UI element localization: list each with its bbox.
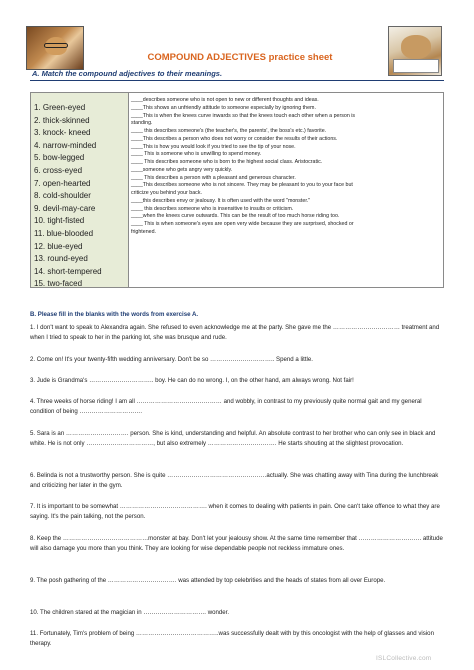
list-item: 4. narrow-minded — [34, 140, 97, 150]
watermark-footer: ISLCollective.com — [376, 655, 432, 662]
list-item: 9. devil-may-care — [34, 203, 96, 213]
definition-line: ____this describes envy or jealousy. It is often used with the word "monster." — [131, 197, 311, 204]
question-11: 11. Fortunately, Tim's problem of being …………………………………..was successfully dealt with by this oncologist with the help of glasses and vision therapy. — [30, 630, 434, 648]
definition-line: ____ This is someone who is unwilling to spend money. — [131, 151, 262, 158]
definition-line: ____ This describes a person with a pleasant and generous character. — [131, 174, 296, 181]
question-3: 3. Jude is Grandma's ………………………….. boy. He can do no wrong. I, on the other hand, am always wrong. Not fair! — [30, 377, 354, 384]
list-item: 13. round-eyed — [34, 254, 88, 264]
question-1: 1. I don't want to speak to Alexandra again. She refused to even acknowledge me at the party. She gave me the …………………………… treatment and when I tried to speak to her in the parking lot, she was brusque and rude. — [30, 324, 440, 342]
question-6: 6. Belinda is not a trustworthy person. She is quite ………………………………………….actually. She was chatting away with Tina during the lunchbreak and criticizing her later in the gym. — [30, 472, 439, 490]
definition-line: criticize you behind your back. — [131, 190, 202, 196]
definition-line: ____someone who gets angry very quickly. — [131, 166, 233, 173]
definition-line: frightened. — [131, 228, 157, 235]
list-item: 10. tight-fisted — [34, 216, 85, 226]
definition-line: ____ this describes someone who is insensitive to insults or criticism. — [131, 205, 294, 212]
question-8: 8. Keep the ……………………………………monster at bay. Don't let your jealousy show. At the same time remember that …………………………. attitude will also damage you more than you think. They are looking for wise dependable people not reckless immature ones. — [30, 535, 443, 553]
list-item: 3. knock- kneed — [34, 128, 91, 138]
definition-line: ____This is how you would look if you tried to see the tip of your nose. — [131, 143, 296, 150]
cat-with-glasses-photo — [26, 26, 84, 70]
book-icon — [393, 59, 439, 73]
definition-line: ____describes someone who is not open to new or different thoughts and ideas. — [131, 97, 319, 103]
question-10: 10. The children stared at the magician in …………………………. wonder. — [30, 609, 230, 616]
dog-icon — [401, 35, 431, 59]
dog-reading-photo — [388, 26, 442, 76]
definition-line: standing. — [131, 120, 153, 127]
divider — [30, 80, 444, 81]
list-item: 2. thick-skinned — [34, 115, 90, 125]
definition-line: ____ This describes someone who is born to the highest social class. Aristocratic. — [131, 159, 323, 165]
definition-line: ____This is when the knees curve inwards so that the knees touch each other when a person is — [131, 112, 356, 119]
list-item: 15. two-faced — [34, 279, 83, 289]
page-title: COMPOUND ADJECTIVES practice sheet — [147, 52, 333, 63]
list-item: 12. blue-eyed — [34, 241, 83, 251]
list-item: 14. short-tempered — [34, 266, 102, 276]
list-item: 7. open-hearted — [34, 178, 91, 188]
question-2: 2. Come on! It's your twenty-fifth wedding anniversary. Don't be so ………………………….. Spend a little. — [30, 356, 313, 363]
list-item: 6. cross-eyed — [34, 165, 83, 175]
matching-table — [30, 92, 444, 288]
definitions-list — [131, 97, 441, 237]
section-b-heading: B. Please fill in the blanks with the words from exercise A. — [30, 311, 199, 318]
list-item: 8. cold-shoulder — [34, 191, 91, 201]
list-item: 1. Green-eyed — [34, 103, 86, 112]
section-a-heading: A. Match the compound adjectives to their meanings. — [32, 69, 223, 78]
definition-line: ____ This is when someone's eyes are open very wide because they are surprised, shocked or — [131, 221, 354, 227]
definition-line: ____This describes someone who is not sincere. They may be pleasant to you to your face but — [131, 182, 353, 189]
list-item: 5. bow-legged — [34, 153, 85, 163]
glasses-icon — [44, 43, 68, 48]
definition-line: ____ this describes someone's (the teacher's, the parents', the boss's etc.) favorite. — [131, 128, 327, 134]
question-9: 9. The posh gathering of the ……………………………. was attended by top celebrities and the heads of states from all over Europe. — [30, 577, 386, 584]
definition-line: ____This describes a person who does not worry or consider the results of their actions. — [131, 135, 338, 142]
question-5: 5. Sara is an …………………………. person. She is kind, understanding and helpful. An absolute contrast to her brother who can only see in black and white. He is not only ……………………………, but also extremely ……………………………. He starts shouting at the slightest provocation. — [30, 430, 436, 448]
question-4: 4. Three weeks of horse riding! I am all …………………………………… and wobbly, in contrast to my previously quite normal gait and my general condition of being …………………………. — [30, 398, 422, 416]
definition-line: ____This shows an unfriendly attitude to someone especially by ignoring them. — [131, 104, 316, 111]
compound-adjective-list — [31, 93, 129, 287]
list-item: 11. blue-blooded — [34, 228, 94, 238]
definition-line: ____when the knees curve outwards. This can be the result of too much horse riding too. — [131, 213, 340, 220]
question-7: 7. It is important to be somewhat ……………………………………. when it comes to dealing with patients in pain. One can't take offence to what they are saying. It's the pain talking, not the person. — [30, 503, 440, 521]
